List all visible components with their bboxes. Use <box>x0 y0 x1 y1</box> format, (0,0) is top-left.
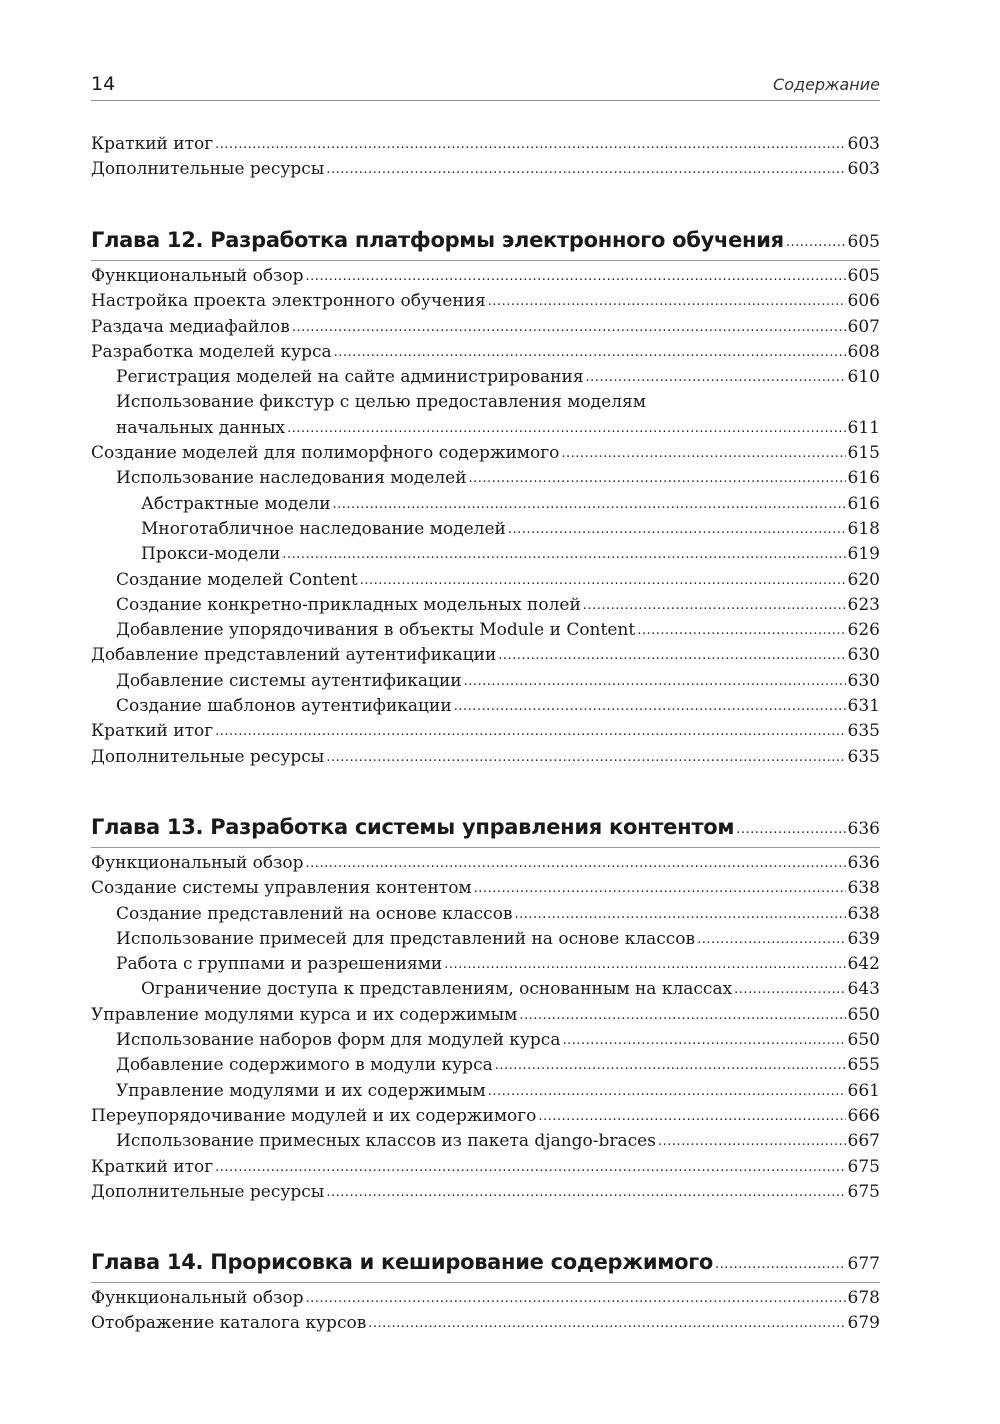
toc-entry: начальных данных ..... 611 <box>91 416 880 441</box>
toc-entry: Создание системы управления контентом ..... 638 <box>91 876 880 901</box>
chapter-12-heading <box>91 222 880 258</box>
toc-entry: Функциональный обзор ..... 605 <box>91 264 880 289</box>
toc-entry-line1: Использование фикстур с целью предоставления моделям <box>116 392 646 413</box>
running-title: Содержание <box>773 75 880 94</box>
toc-entry: Функциональный обзор ..... 636 <box>91 851 880 876</box>
toc-entry: Регистрация моделей на сайте администрирования ..... 610 <box>91 365 880 390</box>
toc-entry: Краткий итог ..... 603 <box>91 132 880 157</box>
toc-entry: Прокси-модели ..... 619 <box>91 542 880 567</box>
toc-entry: Краткий итог ..... 675 <box>91 1155 880 1180</box>
chapter-12-entries <box>91 264 880 770</box>
toc-entry: Добавление содержимого в модули курса ..... 655 <box>91 1053 880 1078</box>
chapter-14-heading <box>91 1244 880 1280</box>
toc-entry: Настройка проекта электронного обучения ..... 606 <box>91 289 880 314</box>
toc-entry: Ограничение доступа к представлениям, основанным на классах ..... 643 <box>91 977 880 1002</box>
toc-entry: Добавление упорядочивания в объекты Module и Content ..... 626 <box>91 618 880 643</box>
toc-entry: Функциональный обзор ..... 678 <box>91 1286 880 1311</box>
chapter-14-entries <box>91 1286 880 1337</box>
chapter-page: 605 <box>847 232 880 252</box>
toc-entry: Работа с группами и разрешениями ..... 642 <box>91 952 880 977</box>
chapter-divider <box>91 847 880 848</box>
toc-entry: Переупорядочивание модулей и их содержимого ..... 666 <box>91 1104 880 1129</box>
toc-entry: Создание моделей Content ..... 620 <box>91 568 880 593</box>
chapter-title: Глава 13. Разработка системы управления контентом <box>91 815 735 839</box>
toc-entry: Дополнительные ресурсы ..... 675 <box>91 1180 880 1205</box>
toc-entry: Отображение каталога курсов ..... 679 <box>91 1311 880 1336</box>
toc-entry: Раздача медиафайлов ..... 607 <box>91 315 880 340</box>
toc-entry: Добавление представлений аутентификации ..... 630 <box>91 643 880 668</box>
chapter-divider <box>91 1282 880 1283</box>
toc-entry: Разработка моделей курса ..... 608 <box>91 340 880 365</box>
toc-entry: Создание шаблонов аутентификации ..... 631 <box>91 694 880 719</box>
toc-entry: Создание представлений на основе классов ..... 638 <box>91 902 880 927</box>
toc-entry: Дополнительные ресурсы ..... 603 <box>91 157 880 182</box>
chapter-title: Глава 14. Прорисовка и кеширование содержимого <box>91 1250 714 1274</box>
toc-entry: Краткий итог ..... 635 <box>91 719 880 744</box>
toc-entry: Использование примесных классов из пакета django-braces ..... 667 <box>91 1129 880 1154</box>
toc-entry: Управление модулями и их содержимым ..... 661 <box>91 1079 880 1104</box>
chapter-13-entries <box>91 851 880 1205</box>
page-header <box>91 70 880 101</box>
chapter-page: 636 <box>847 819 880 839</box>
toc-entry: Использование примесей для представлений на основе классов ..... 639 <box>91 927 880 952</box>
chapter-13-heading <box>91 809 880 845</box>
toc-entry: Абстрактные модели ..... 616 <box>91 492 880 517</box>
page-number: 14 <box>91 73 116 95</box>
toc-entry: Управление модулями курса и их содержимым ..... 650 <box>91 1003 880 1028</box>
toc-entry: Использование наборов форм для модулей курса ..... 650 <box>91 1028 880 1053</box>
toc-entry: Дополнительные ресурсы ..... 635 <box>91 745 880 770</box>
chapter-page: 677 <box>847 1254 880 1274</box>
toc-entry: Многотабличное наследование моделей ..... 618 <box>91 517 880 542</box>
toc-entry: Создание моделей для полиморфного содержимого ..... 615 <box>91 441 880 466</box>
toc-top-block <box>91 132 880 183</box>
toc-entry: Использование наследования моделей ..... 616 <box>91 466 880 491</box>
toc-entry: Создание конкретно-прикладных модельных полей ..... 623 <box>91 593 880 618</box>
toc-entry: Добавление системы аутентификации ..... 630 <box>91 669 880 694</box>
chapter-title: Глава 12. Разработка платформы электронного обучения <box>91 228 784 252</box>
chapter-divider <box>91 260 880 261</box>
